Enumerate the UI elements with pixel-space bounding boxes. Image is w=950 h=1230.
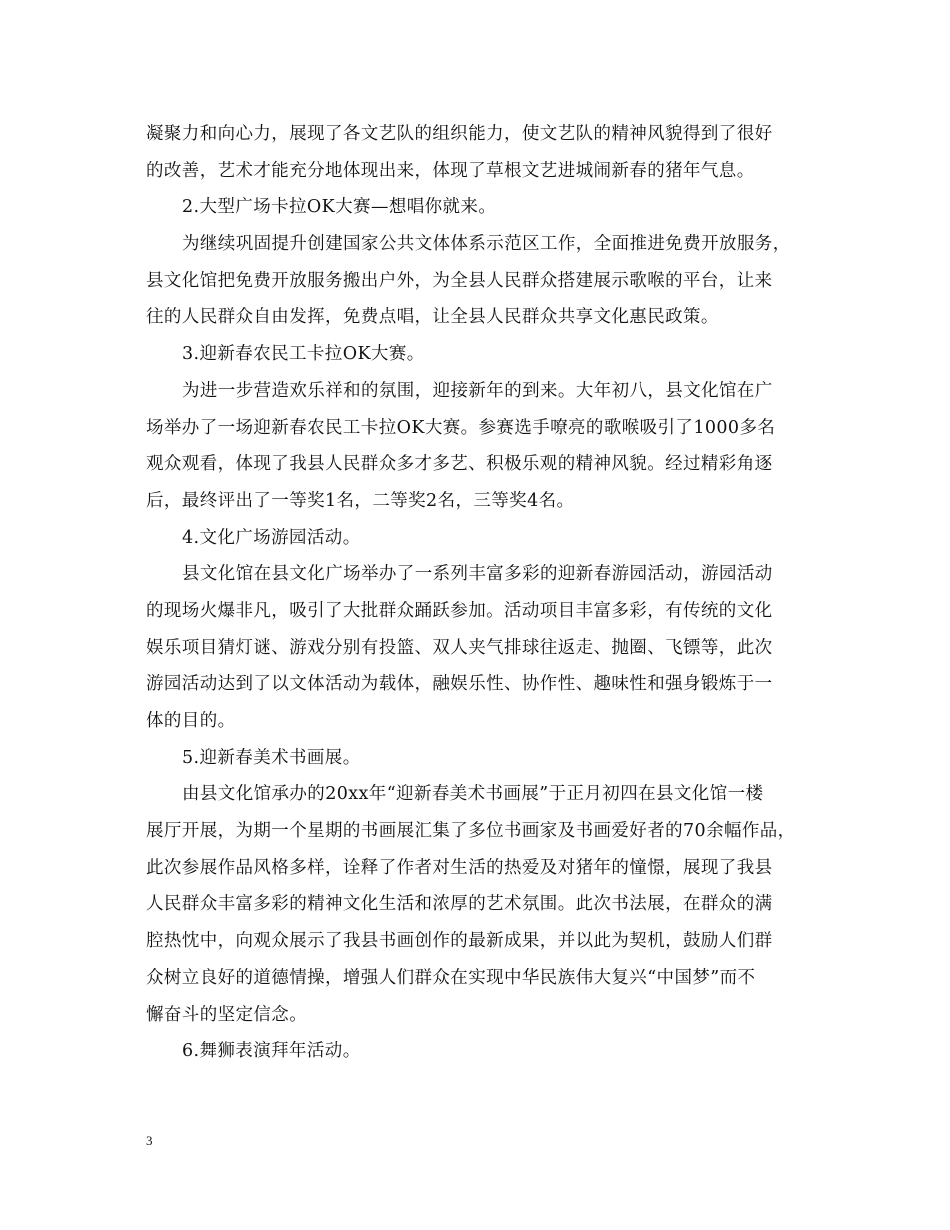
text-line: 5.迎新春美术书画展。 — [182, 747, 361, 768]
text-line: 往的人民群众自由发挥，免费点唱，让全县人民群众共享文化惠民政策。 — [146, 307, 719, 328]
text-line: 体的目的。 — [146, 711, 236, 731]
text-line: 3.迎新春农民工卡拉OK大赛。 — [182, 344, 425, 365]
text-line: 凝聚力和向心力，展现了各文艺队的组织能力，使文艺队的精神风貌得到了很好 — [146, 124, 773, 144]
text-line: 此次参展作品风格多样，诠释了作者对生活的热爱及对猪年的憧憬，展现了我县 — [146, 857, 773, 878]
text-line: 的现场火爆非凡，吸引了大批群众踊跃参加。活动项目丰富多彩，有传统的文化 — [146, 600, 773, 621]
text-line: 的改善，艺术才能充分地体现出来，体现了草根文艺进城闹新春的猪年气息。 — [146, 160, 755, 181]
text-line: 为继续巩固提升创建国家公共文体体系示范区工作，全面推进免费开放服务， — [182, 234, 791, 255]
text-line: 娱乐项目猜灯谜、游戏分别有投篮、双人夹气排球往返走、抛圈、飞镖等，此次 — [146, 637, 773, 658]
body-text — [146, 116, 806, 1070]
text-line: 县文化馆把免费开放服务搬出户外，为全县人民群众搭建展示歌喉的平台，让来 — [146, 270, 773, 291]
page-number: 3 — [146, 1133, 153, 1148]
text-line: 2.大型广场卡拉OK大赛—想唱你就来。 — [182, 197, 497, 218]
text-line: 懈奋斗的坚定信念。 — [146, 1004, 308, 1025]
text-line: 4.文化广场游园活动。 — [182, 527, 361, 548]
text-line: 腔热忱中，向观众展示了我县书画创作的最新成果，并以此为契机，鼓励人们群 — [146, 931, 773, 952]
text-line: 6.舞狮表演拜年活动。 — [182, 1041, 361, 1062]
text-line: 众树立良好的道德情操，增强人们群众在实现中华民族伟大复兴“中国梦”而不 — [146, 967, 756, 988]
text-line: 为进一步营造欢乐祥和的氛围，迎接新年的到来。大年初八，县文化馆在广 — [182, 380, 773, 401]
text-line: 人民群众丰富多彩的精神文化生活和浓厚的艺术氛围。此次书法展，在群众的满 — [146, 894, 773, 915]
text-line: 场举办了一场迎新春农民工卡拉OK大赛。参赛选手嘹亮的歌喉吸引了1000多名 — [146, 417, 776, 438]
text-line: 观众观看，体现了我县人民群众多才多艺、积极乐观的精神风貌。经过精彩角逐 — [146, 454, 773, 475]
text-line: 后，最终评出了一等奖1名，二等奖2名，三等奖4名。 — [146, 490, 575, 511]
text-line: 游园活动达到了以文体活动为载体，融娱乐性、协作性、趣味性和强身锻炼于一 — [146, 674, 773, 695]
text-line: 展厅开展，为期一个星期的书画展汇集了多位书画家及书画爱好者的70余幅作品， — [146, 821, 796, 842]
text-line: 县文化馆在县文化广场举办了一系列丰富多彩的迎新春游园活动，游园活动 — [182, 564, 773, 585]
text-line: 由县文化馆承办的20xx年“迎新春美术书画展”于正月初四在县文化馆一楼 — [182, 784, 764, 805]
